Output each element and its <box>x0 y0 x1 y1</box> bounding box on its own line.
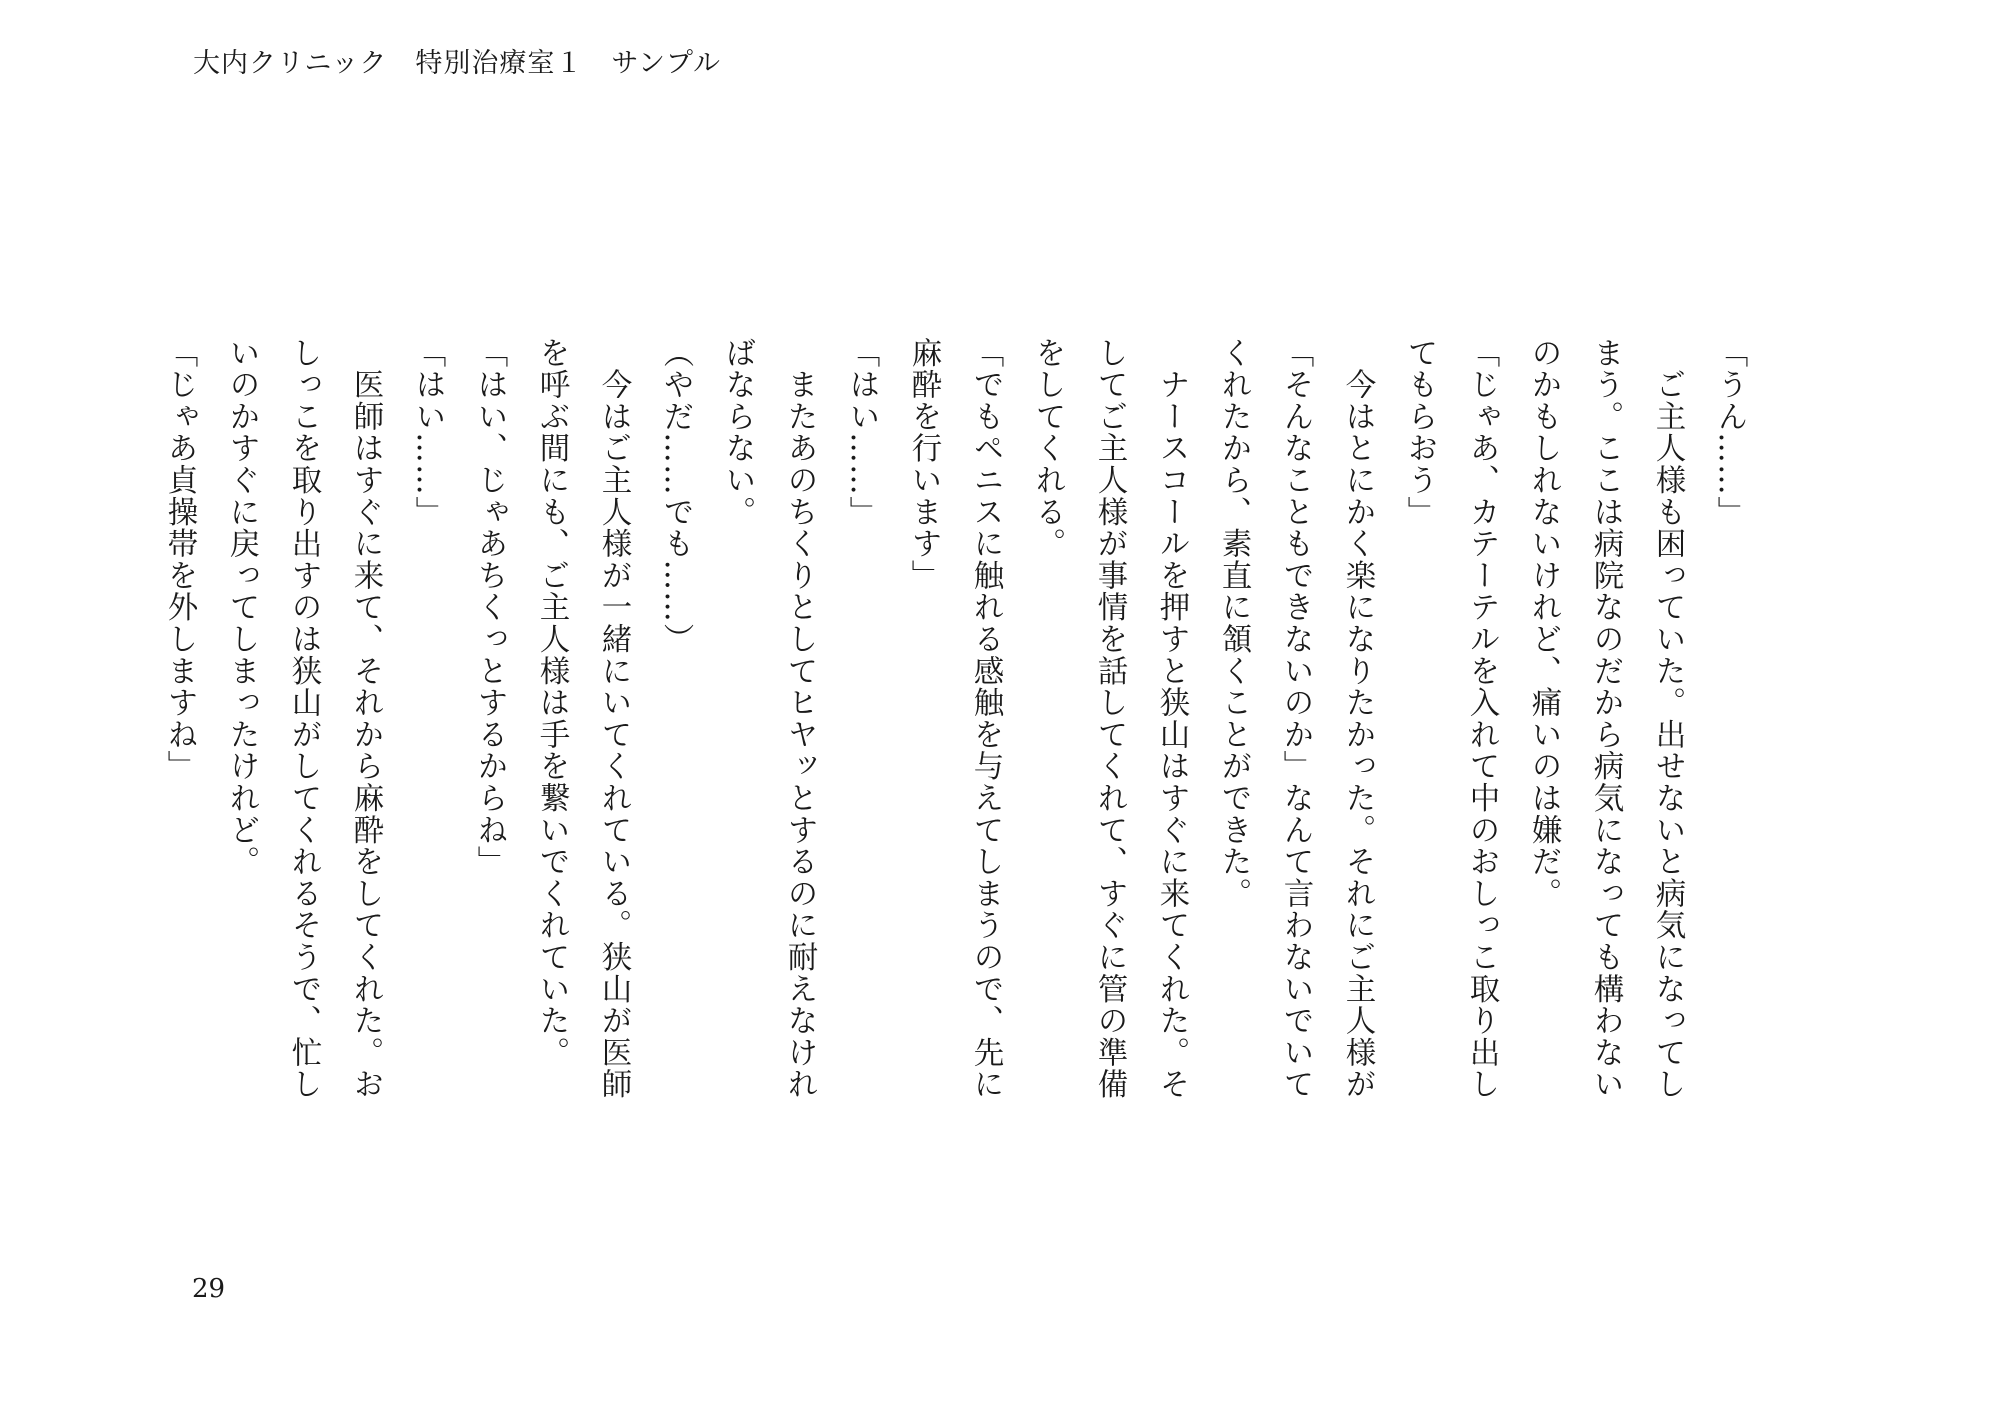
text-line: 医師はすぐに来て、それから麻酔をしてくれた。お <box>348 337 383 1101</box>
text-line: しっこを取り出すのは狭山がしてくれるそうで、忙し <box>286 337 321 1101</box>
text-line: 「そんなこともできないのか」なんて言わないでいて <box>1278 337 1313 1101</box>
text-line: のかもしれないけれど、痛いのは嫌だ。 <box>1526 337 1561 910</box>
text-line: を呼ぶ間にも、ご主人様は手を繋いでくれていた。 <box>534 337 569 1069</box>
text-line: をしてくれる。 <box>1030 337 1065 560</box>
text-line: 「じゃあ貞操帯を外しますね」 <box>162 337 197 783</box>
text-line: 「じゃあ、カテーテルを入れて中のおしっこ取り出し <box>1464 337 1499 1101</box>
text-line: 「はい……」 <box>410 337 445 528</box>
text-line: ご主人様も困っていた。出せないと病気になってし <box>1650 337 1685 1101</box>
text-line: してご主人様が事情を話してくれて、すぐに管の準備 <box>1092 337 1127 1101</box>
text-line: 「うん……」 <box>1712 337 1747 528</box>
text-line: 「でもペニスに触れる感触を与えてしまうので、先に <box>968 337 1003 1101</box>
text-line: 「はい……」 <box>844 337 879 528</box>
text-line: （やだ……でも……） <box>658 337 693 655</box>
text-line: 「はい、じゃあちくっとするからね」 <box>472 337 507 878</box>
page-number: 29 <box>192 1274 226 1304</box>
text-line: いのかすぐに戻ってしまったけれど。 <box>224 337 259 878</box>
text-line: 麻酔を行います」 <box>906 337 941 592</box>
text-line: ナースコールを押すと狭山はすぐに来てくれた。そ <box>1154 337 1189 1101</box>
text-line: くれたから、素直に頷くことができた。 <box>1216 337 1251 910</box>
text-line: 今はとにかく楽になりたかった。それにご主人様が <box>1340 337 1375 1101</box>
text-line: またあのちくりとしてヒヤッとするのに耐えなけれ <box>782 337 817 1101</box>
text-line: ばならない。 <box>720 337 755 528</box>
text-line: てもらおう」 <box>1402 337 1437 528</box>
vertical-body-text <box>148 337 1760 1177</box>
text-line: 今はご主人様が一緒にいてくれている。狭山が医師 <box>596 337 631 1101</box>
running-header: 大内クリニック 特別治療室１ サンプル <box>193 48 721 79</box>
text-line: まう。ここは病院なのだから病気になっても構わない <box>1588 337 1623 1101</box>
